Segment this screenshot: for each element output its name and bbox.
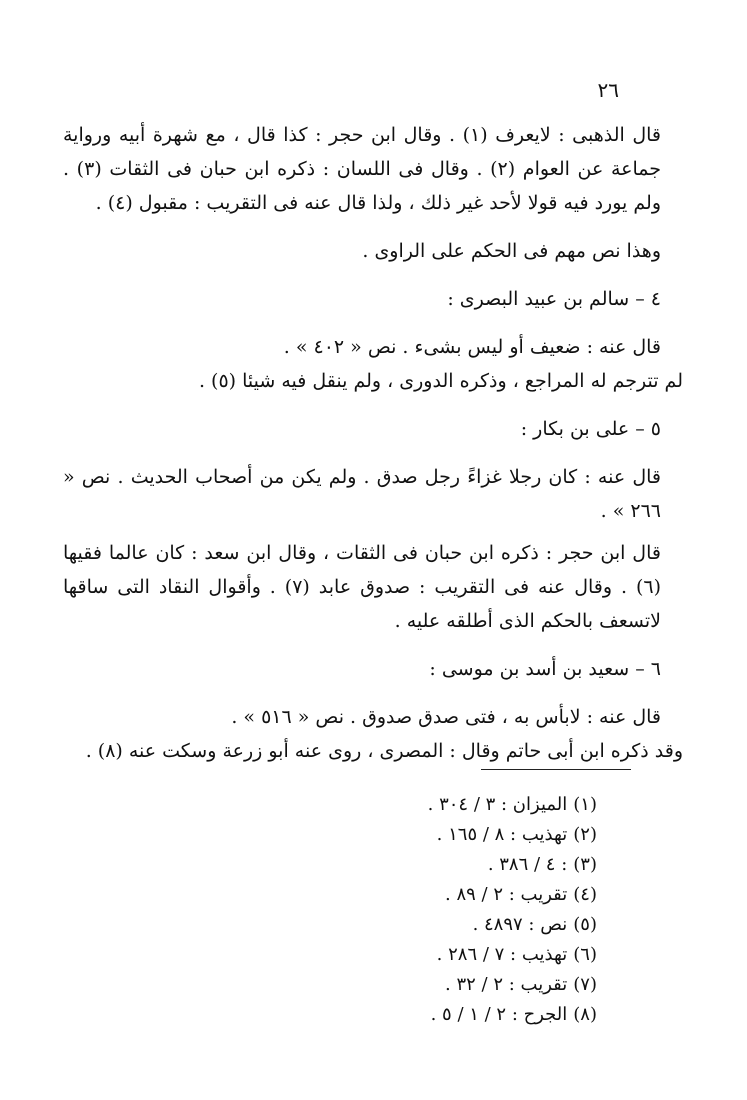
paragraph-ali-quote: قال عنه : كان رجلا غزاءً رجل صدق . ولم يكن من أصحاب الحديث . نص « ٢٦٦ » .: [63, 466, 661, 522]
footnote-item: [267, 820, 597, 850]
footnote-item: [267, 790, 597, 820]
page-number: ٢٦: [597, 78, 619, 102]
paragraph-said-quote: قال عنه : لابأس به ، فتى صدق صدوق . نص « ٥١٦ » .: [231, 706, 661, 728]
footnote-item: [267, 850, 597, 880]
footnote-item: [267, 970, 597, 1000]
footnote-mark: (٧): [573, 974, 597, 995]
footnote-text: الجرح : ٢ / ١ / ٥ .: [430, 1004, 568, 1025]
footnote-item: [267, 910, 597, 940]
footnote-item: [267, 1000, 597, 1030]
footnote-mark: (٦): [573, 944, 597, 965]
footnote-text: تقريب : ٢ / ٣٢ .: [445, 974, 568, 995]
footnote-text: تهذيب : ٧ / ٢٨٦ .: [436, 944, 568, 965]
footnote-text: نص : ٤٨٩٧ .: [472, 914, 568, 935]
paragraph-note: وهذا نص مهم فى الحكم على الراوى .: [362, 240, 661, 262]
main-text: [63, 118, 683, 768]
footnote-list: [267, 790, 597, 1030]
entry-heading-6: ٦ – سعيد بن أسد بن موسى :: [429, 658, 661, 680]
entry-heading-4: ٤ – سالم بن عبيد البصرى :: [447, 288, 661, 310]
footnote-text: تقريب : ٢ / ٨٩ .: [445, 884, 568, 905]
footnote-mark: (١): [573, 794, 597, 815]
footnote-text: : ٤ / ٣٨٦ .: [487, 854, 568, 875]
paragraph-dhahabi: قال الذهبى : لايعرف (١) . وقال ابن حجر : كذا قال ، مع شهرة أبيه ورواية جماعة عن العوام (٢) . وقال فى اللسان : ذكره ابن حبان فى الثقات (٣) . ولم يورد فيه قولا لأحد غير ذلك ، ولذا قال عنه فى التقريب : مقبول (٤) .: [63, 124, 662, 214]
footnote-divider: [481, 769, 631, 770]
footnote-item: [267, 940, 597, 970]
entry-heading-5: ٥ – على بن بكار :: [520, 418, 661, 440]
footnote-item: [267, 880, 597, 910]
paragraph-said-note: وقد ذكره ابن أبى حاتم وقال : المصرى ، روى عنه أبو زرعة وسكت عنه (٨) .: [85, 740, 683, 762]
footnote-text: تهذيب : ٨ / ١٦٥ .: [436, 824, 568, 845]
paragraph-ali-note: قال ابن حجر : ذكره ابن حبان فى الثقات ، وقال ابن سعد : كان عالما فقيها (٦) . وقال عنه فى التقريب : صدوق عابد (٧) . وأقوال النقاد التى ساقها لاتسعف بالحكم الذى أطلقه عليه .: [63, 542, 661, 632]
paragraph-salim-quote: قال عنه : ضعيف أو ليس بشىء . نص « ٤٠٢ » .: [283, 336, 661, 358]
footnote-mark: (٨): [573, 1004, 597, 1025]
paragraph-salim-note: لم تترجم له المراجع ، وذكره الدورى ، ولم ينقل فيه شيئا (٥) .: [198, 370, 683, 392]
footnote-mark: (٥): [573, 914, 597, 935]
footnote-text: الميزان : ٣ / ٣٠٤ .: [427, 794, 568, 815]
footnote-mark: (٤): [573, 884, 597, 905]
footnote-mark: (٣): [573, 854, 597, 875]
footnote-mark: (٢): [573, 824, 597, 845]
